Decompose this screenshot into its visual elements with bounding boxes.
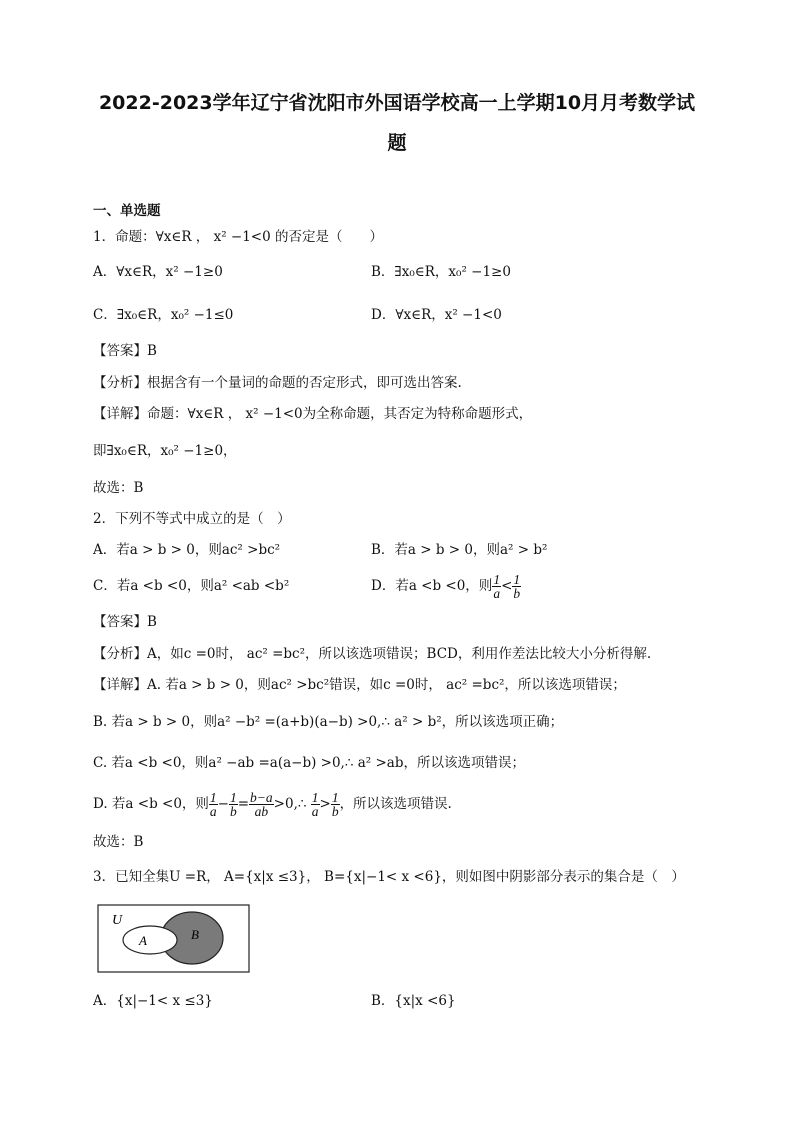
q1-analysis: 【分析】根据含有一个量词的命题的否定形式，即可选出答案. xyxy=(93,375,462,391)
q1-stem: 1．命题：∀x∈R ， x² −1<0 的否定是（ ） xyxy=(93,229,383,245)
document-title-line2: 题 xyxy=(387,132,407,154)
venn-label-b: B xyxy=(191,927,199,942)
q1-answer: 【答案】B xyxy=(93,343,157,359)
venn-label-u: U xyxy=(112,913,123,928)
q2-detail4-frac-5: $\frac{1}{b}$ xyxy=(331,790,339,819)
venn-diagram xyxy=(97,904,251,974)
q2-choose: 故选：B xyxy=(93,834,144,850)
document-title-line1: 2022-2023学年辽宁省沈阳市外国语学校高一上学期10月月考数学试 xyxy=(98,92,696,114)
q2-detail-2: B. 若a > b > 0，则a² −b² =(a+b)(a−b) >0,∴ a² > b²，所以该选项正确； xyxy=(93,714,564,730)
q2-detail4-frac-3: $\frac{b-a}{ab}$ xyxy=(250,790,273,819)
q1-option-c: C．∃x₀∈R，x₀² −1≤0 xyxy=(93,307,234,323)
q1-option-d: D．∀x∈R，x² −1<0 xyxy=(371,307,502,323)
q1-detail-1: 【详解】命题：∀x∈R ， x² −1<0为全称命题，其否定为特称命题形式， xyxy=(93,406,533,422)
q2-detail4-frac-1: $\frac{1}{a}$ xyxy=(209,790,217,819)
q2-d-frac-2: $\frac{1}{b}$ xyxy=(513,572,521,601)
q2-option-a: A．若a > b > 0，则ac² >bc² xyxy=(93,542,281,558)
q2-option-d xyxy=(371,569,521,603)
section-heading: 一、单选题 xyxy=(93,203,161,219)
q2-detail-4: D. 若a <b <0，则 $\frac{1}{a}$ − $\frac{1}{b}$ = $\frac{b-a}{ab}$ >0,∴ $\frac{1}{a}$ > $\frac{1}{b}$ ，所以该选项错误. xyxy=(93,790,452,819)
q3-stem: 3．已知全集U =R， A={x|x ≤3}， B={x|−1< x <6}，则如图中阴影部分表示的集合是（ ） xyxy=(93,869,685,885)
q3-option-b: B．{x|x <6} xyxy=(371,993,456,1009)
q2-d-lt: < xyxy=(501,578,513,594)
q1-option-a: A．∀x∈R，x² −1≥0 xyxy=(93,264,223,280)
q2-answer: 【答案】B xyxy=(93,614,157,630)
q1-option-b: B．∃x₀∈R，x₀² −1≥0 xyxy=(371,264,511,280)
q3-option-a: A．{x|−1< x ≤3} xyxy=(93,993,213,1009)
q2-d-frac-1: $\frac{1}{a}$ xyxy=(493,572,501,601)
q2-option-d-text: D．若a <b <0，则 xyxy=(371,578,493,594)
q2-detail4-frac-2: $\frac{1}{b}$ xyxy=(229,790,237,819)
q2-option-c: C．若a <b <0，则a² <ab <b² xyxy=(93,578,290,594)
venn-set-a xyxy=(123,926,177,954)
q2-detail-3: C. 若a <b <0，则a² −ab =a(a−b) >0,∴ a² >ab，所以该选项错误； xyxy=(93,755,525,771)
q1-detail-2: 即∃x₀∈R，x₀² −1≥0， xyxy=(93,443,237,459)
q2-detail4-frac-4: $\frac{1}{a}$ xyxy=(311,790,319,819)
venn-label-a: A xyxy=(139,933,147,948)
q2-stem: 2．下列不等式中成立的是（ ） xyxy=(93,511,291,527)
q2-option-b: B．若a > b > 0，则a² > b² xyxy=(371,542,548,558)
q1-choose: 故选：B xyxy=(93,480,144,496)
q2-analysis: 【分析】A，如c =0时， ac² =bc²，所以该选项错误；BCD，利用作差法比较大小分析得解. xyxy=(93,646,652,662)
q2-detail-1: 【详解】A. 若a > b > 0，则ac² >bc²错误，如c =0时， ac² =bc²，所以该选项错误； xyxy=(93,677,626,693)
